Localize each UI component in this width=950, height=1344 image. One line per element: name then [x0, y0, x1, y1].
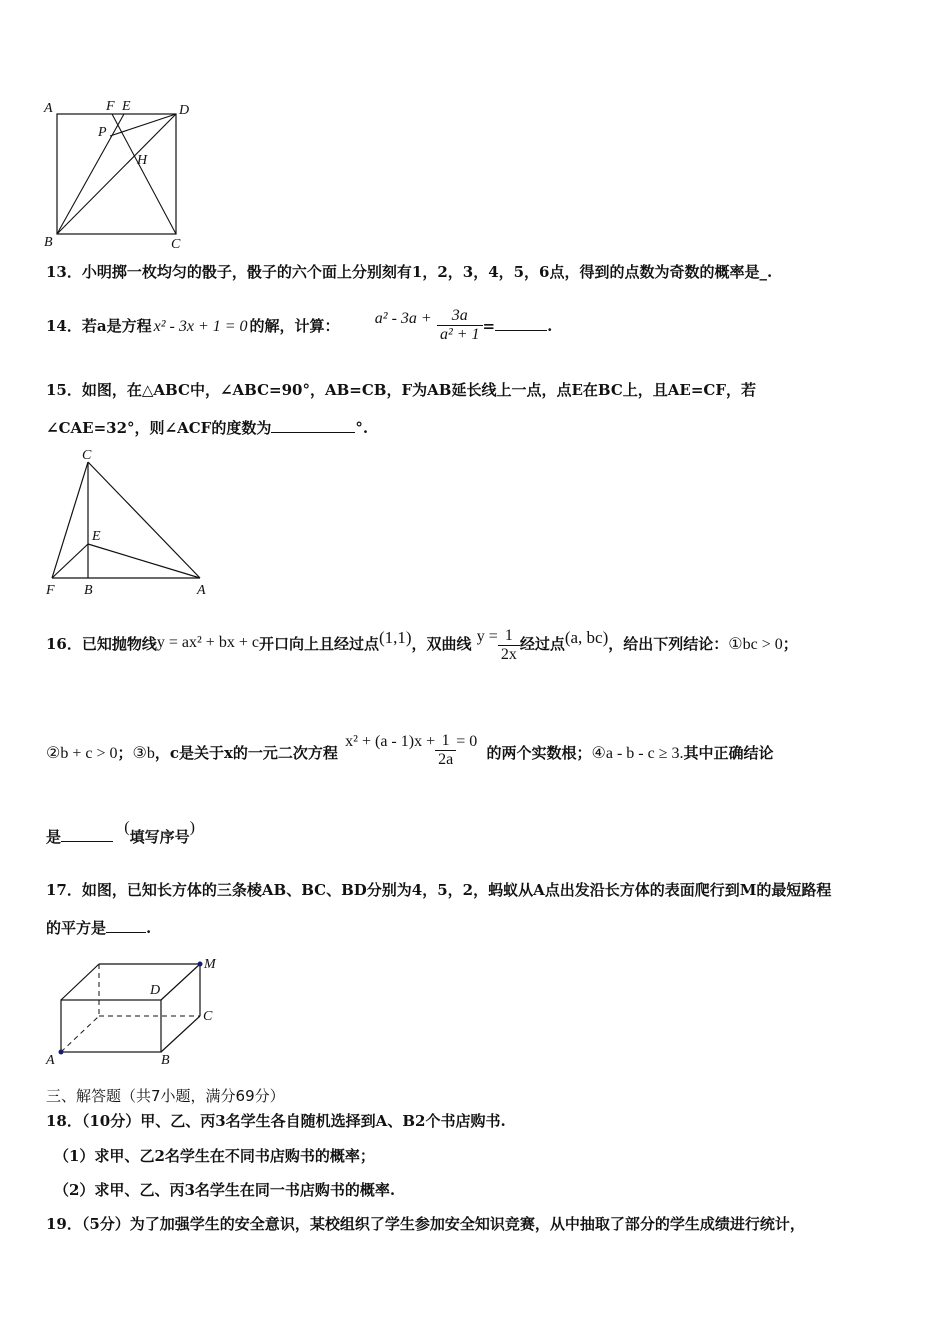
q17-line1: 17．如图，已知长方体的三条棱AB、BC、BD分别为4，5，2，蚂蚁从A点出发沿长方体的表面爬行到M的最短路程	[46, 881, 832, 899]
q16-c3c: 的两个实数根；	[486, 744, 592, 762]
label-f: F	[106, 99, 115, 114]
q16-p2: 开口向上且经过点	[258, 635, 379, 653]
q16-c1: ①bc > 0	[728, 636, 783, 653]
q19-text: 19．（5分）为了加强学生的安全意识，某校组织了学生参加安全知识竞赛，从中抽取了部分的学生成绩进行统计，	[46, 1215, 805, 1233]
section-3-title: 三、解答题（共7小题，满分69分）	[46, 1087, 285, 1105]
label-f: F	[46, 583, 55, 598]
segment-bp	[57, 114, 124, 234]
q18-main: 18．（10分）甲、乙、丙3名学生各自随机选择到A、B2个书店购书.	[46, 1112, 506, 1130]
question-13	[46, 262, 910, 282]
q16-hyp-lhs: y =	[476, 628, 498, 645]
section-3-heading	[46, 1085, 285, 1106]
q16-eq-fraction	[435, 732, 456, 769]
label-c: C	[171, 237, 181, 251]
q16-eq-tail: = 0	[456, 733, 478, 750]
question-13-text: 13．小明掷一枚均匀的骰子，骰子的六个面上分别刻有1，2，3，4，5，6点，得到的点数为奇数的概率是_.	[46, 263, 773, 281]
question-19	[46, 1214, 910, 1234]
q16-point2: (a, bc)	[564, 628, 609, 647]
q15-line1: 15．如图，在△ABC中，∠ABC=90°，AB=CB，F为AB延长线上一点，点E在BC上，且AE=CF，若	[46, 381, 757, 399]
q16-hyp-fraction	[498, 627, 520, 664]
label-b: B	[84, 583, 93, 598]
q16-parabola: y = ax² + bx + c	[156, 634, 259, 651]
q14-middle: 的解，计算：	[249, 317, 340, 335]
q14-frac-den: a² + 1	[439, 325, 480, 343]
q16-eq-lead: x² + (a - 1)x +	[345, 733, 436, 750]
question-16-line2	[46, 728, 910, 778]
q14-fraction	[437, 307, 483, 344]
q16-p1: 16．已知抛物线	[46, 635, 157, 653]
q14-frac-num: 3a	[437, 307, 483, 326]
q16-eq-den: 2a	[438, 750, 454, 768]
question-14	[46, 304, 910, 348]
q18-sub2: （2）求甲、乙、丙3名学生在同一书店购书的概率.	[54, 1181, 396, 1199]
hidden-edge-diagonal	[61, 1016, 99, 1052]
q17-line2-prefix: 的平方是	[46, 919, 107, 937]
label-c: C	[203, 1009, 213, 1024]
question-18-sub1	[54, 1145, 375, 1166]
q16-paren-open: (	[124, 819, 130, 836]
edge-top-left	[61, 964, 99, 1000]
label-b: B	[161, 1053, 170, 1068]
q16-semi1: ；	[782, 635, 798, 653]
figure-triangle-diagram	[40, 444, 215, 599]
question-16-line3	[46, 820, 910, 854]
segment-bd	[57, 114, 176, 234]
q16-p3: ，双曲线	[411, 635, 472, 653]
q16-p4: 经过点	[519, 635, 565, 653]
point-m	[198, 962, 203, 967]
q16-paren-close: )	[189, 819, 195, 836]
figure-square-diagram	[40, 96, 200, 251]
label-a: A	[44, 101, 53, 116]
label-p: P	[98, 125, 107, 140]
q16-answer-blank[interactable]	[61, 827, 113, 842]
q16-hyp-den: 2x	[500, 645, 517, 663]
q14-prefix: 14．若a是方程	[46, 317, 152, 335]
label-d: D	[150, 983, 161, 998]
q15-answer-blank[interactable]	[271, 418, 355, 433]
question-18-sub2	[54, 1179, 395, 1200]
q14-end: .	[547, 317, 553, 335]
q16-semi2: ；	[117, 744, 133, 762]
q15-line2-prefix: ∠CAE=32°，则∠ACF的度数为	[46, 419, 272, 437]
cuboid-front-face	[61, 1000, 161, 1052]
q14-suffix: =	[482, 317, 496, 335]
point-a	[59, 1050, 64, 1055]
label-a: A	[197, 583, 206, 598]
label-b: B	[44, 235, 53, 250]
q16-note: 填写序号	[129, 828, 190, 846]
question-17-line1	[46, 880, 910, 900]
q17-answer-blank[interactable]	[106, 918, 146, 933]
label-d: D	[179, 103, 190, 118]
q18-sub1: （1）求甲、乙2名学生在不同书店购书的概率；	[54, 1147, 375, 1165]
q16-hyp-num: 1	[498, 627, 520, 646]
label-a: A	[46, 1053, 55, 1068]
label-e: E	[92, 529, 101, 544]
q16-p7: 是	[46, 828, 62, 846]
segment-pd	[110, 114, 176, 136]
label-e: E	[122, 99, 131, 114]
label-m: M	[204, 957, 216, 972]
label-c: C	[82, 448, 92, 463]
q16-c2: ②b + c > 0	[46, 745, 118, 762]
q14-expr-lead: a² - 3a +	[374, 310, 432, 327]
q16-c4: ④a - b - c ≥ 3.	[591, 745, 684, 762]
q14-equation: x² - 3x + 1 = 0	[153, 318, 248, 335]
q16-point1: (1,1)	[378, 628, 412, 647]
q16-c3b: ，c是关于x的一元二次方程	[154, 744, 338, 762]
q16-eq-num: 1	[435, 732, 456, 751]
edge-top-right	[161, 964, 200, 1000]
question-15-line1	[46, 380, 910, 400]
figure-cuboid-diagram	[40, 952, 230, 1070]
q16-p5: ，给出下列结论：	[608, 635, 729, 653]
edge-right-bottom	[161, 1016, 200, 1052]
q17-line2-suffix: .	[146, 919, 152, 937]
question-15-line2	[46, 418, 910, 438]
question-16-line1	[46, 622, 910, 666]
q16-p6: 其中正确结论	[683, 744, 774, 762]
q14-answer-blank[interactable]	[495, 316, 547, 331]
question-18	[46, 1111, 910, 1131]
question-17-line2	[46, 918, 910, 938]
q16-c3a: ③b	[132, 745, 155, 762]
label-h: H	[137, 153, 148, 168]
q15-line2-suffix: °.	[355, 419, 369, 437]
